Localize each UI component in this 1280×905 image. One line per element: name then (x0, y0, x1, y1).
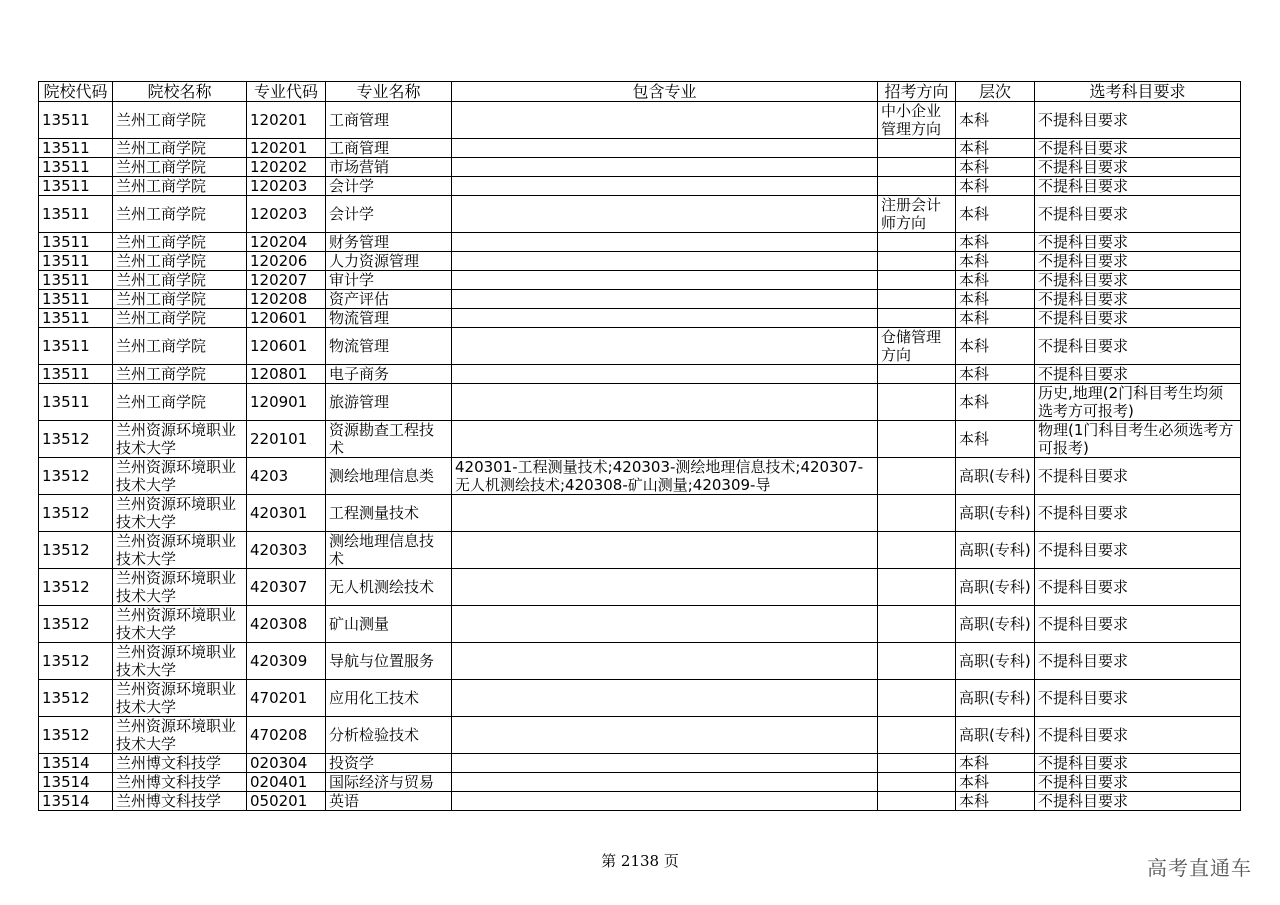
table-row (39, 271, 1241, 290)
school-code-cell: 13511 (39, 252, 113, 271)
school-code-cell: 13512 (39, 569, 113, 606)
school-code-cell: 13511 (39, 158, 113, 177)
direction-cell (878, 569, 956, 606)
included-majors-cell (452, 754, 878, 773)
level-cell: 本科 (956, 384, 1035, 421)
major-code-cell: 120801 (247, 365, 326, 384)
school-name-cell: 兰州工商学院 (113, 384, 247, 421)
major-name-cell: 物流管理 (326, 328, 452, 365)
school-name-cell: 兰州工商学院 (113, 290, 247, 309)
major-code-cell: 020401 (247, 773, 326, 792)
school-name-cell: 兰州工商学院 (113, 233, 247, 252)
included-majors-cell (452, 158, 878, 177)
school-code-cell: 13511 (39, 384, 113, 421)
subject-requirement-cell: 不提科目要求 (1035, 328, 1241, 365)
direction-cell (878, 773, 956, 792)
included-majors-cell: 420301-工程测量技术;420303-测绘地理信息技术;420307-无人机测绘技术;420308-矿山测量;420309-导 (452, 458, 878, 495)
table-row (39, 458, 1241, 495)
major-code-cell: 120901 (247, 384, 326, 421)
table-row (39, 177, 1241, 196)
level-cell: 高职(专科) (956, 495, 1035, 532)
admission-table (38, 81, 1241, 811)
included-majors-cell (452, 421, 878, 458)
subject-requirement-cell: 不提科目要求 (1035, 569, 1241, 606)
level-cell: 本科 (956, 792, 1035, 811)
school-name-cell: 兰州资源环境职业技术大学 (113, 643, 247, 680)
included-majors-cell (452, 271, 878, 290)
school-name-cell: 兰州资源环境职业技术大学 (113, 606, 247, 643)
direction-cell: 中小企业管理方向 (878, 102, 956, 139)
included-majors-cell (452, 252, 878, 271)
school-name-cell: 兰州资源环境职业技术大学 (113, 680, 247, 717)
school-code-cell: 13512 (39, 680, 113, 717)
major-code-cell: 050201 (247, 792, 326, 811)
subject-requirement-cell: 不提科目要求 (1035, 271, 1241, 290)
subject-requirement-cell: 不提科目要求 (1035, 139, 1241, 158)
school-name-cell: 兰州资源环境职业技术大学 (113, 717, 247, 754)
major-code-cell: 120203 (247, 196, 326, 233)
major-name-cell: 财务管理 (326, 233, 452, 252)
level-cell: 高职(专科) (956, 643, 1035, 680)
included-majors-cell (452, 309, 878, 328)
major-name-cell: 人力资源管理 (326, 252, 452, 271)
table-row (39, 139, 1241, 158)
major-code-cell: 4203 (247, 458, 326, 495)
included-majors-cell (452, 532, 878, 569)
table-row (39, 158, 1241, 177)
school-code-cell: 13512 (39, 532, 113, 569)
school-code-cell: 13512 (39, 421, 113, 458)
subject-requirement-cell: 不提科目要求 (1035, 773, 1241, 792)
major-name-cell: 无人机测绘技术 (326, 569, 452, 606)
direction-cell (878, 384, 956, 421)
table-row (39, 680, 1241, 717)
level-cell: 本科 (956, 365, 1035, 384)
major-name-cell: 旅游管理 (326, 384, 452, 421)
major-code-cell: 120201 (247, 139, 326, 158)
school-name-cell: 兰州工商学院 (113, 196, 247, 233)
included-majors-cell (452, 139, 878, 158)
table-row (39, 495, 1241, 532)
school-name-cell: 兰州资源环境职业技术大学 (113, 495, 247, 532)
major-code-cell: 120204 (247, 233, 326, 252)
column-header: 选考科目要求 (1035, 82, 1241, 102)
column-header: 招考方向 (878, 82, 956, 102)
level-cell: 高职(专科) (956, 680, 1035, 717)
level-cell: 本科 (956, 290, 1035, 309)
major-name-cell: 应用化工技术 (326, 680, 452, 717)
major-code-cell: 120206 (247, 252, 326, 271)
table-body (39, 102, 1241, 811)
school-code-cell: 13512 (39, 606, 113, 643)
direction-cell (878, 271, 956, 290)
included-majors-cell (452, 773, 878, 792)
included-majors-cell (452, 233, 878, 252)
table-row (39, 754, 1241, 773)
school-name-cell: 兰州工商学院 (113, 158, 247, 177)
included-majors-cell (452, 102, 878, 139)
school-name-cell: 兰州工商学院 (113, 177, 247, 196)
subject-requirement-cell: 不提科目要求 (1035, 754, 1241, 773)
school-code-cell: 13511 (39, 271, 113, 290)
school-name-cell: 兰州资源环境职业技术大学 (113, 532, 247, 569)
major-name-cell: 市场营销 (326, 158, 452, 177)
major-code-cell: 470208 (247, 717, 326, 754)
major-name-cell: 会计学 (326, 177, 452, 196)
major-name-cell: 工商管理 (326, 102, 452, 139)
school-name-cell: 兰州工商学院 (113, 139, 247, 158)
major-code-cell: 220101 (247, 421, 326, 458)
level-cell: 高职(专科) (956, 458, 1035, 495)
level-cell: 本科 (956, 177, 1035, 196)
direction-cell: 仓储管理方向 (878, 328, 956, 365)
major-name-cell: 测绘地理信息技术 (326, 532, 452, 569)
school-name-cell: 兰州工商学院 (113, 102, 247, 139)
included-majors-cell (452, 384, 878, 421)
major-code-cell: 420303 (247, 532, 326, 569)
subject-requirement-cell: 不提科目要求 (1035, 196, 1241, 233)
table-row (39, 421, 1241, 458)
column-header: 专业名称 (326, 82, 452, 102)
table-row (39, 252, 1241, 271)
subject-requirement-cell: 不提科目要求 (1035, 532, 1241, 569)
major-name-cell: 审计学 (326, 271, 452, 290)
included-majors-cell (452, 328, 878, 365)
direction-cell (878, 532, 956, 569)
table-row (39, 196, 1241, 233)
major-name-cell: 分析检验技术 (326, 717, 452, 754)
direction-cell (878, 139, 956, 158)
included-majors-cell (452, 196, 878, 233)
level-cell: 本科 (956, 309, 1035, 328)
direction-cell (878, 158, 956, 177)
school-code-cell: 13511 (39, 233, 113, 252)
school-code-cell: 13511 (39, 365, 113, 384)
included-majors-cell (452, 680, 878, 717)
school-code-cell: 13514 (39, 773, 113, 792)
direction-cell (878, 290, 956, 309)
subject-requirement-cell: 不提科目要求 (1035, 458, 1241, 495)
major-code-cell: 120203 (247, 177, 326, 196)
school-code-cell: 13512 (39, 458, 113, 495)
major-code-cell: 120201 (247, 102, 326, 139)
included-majors-cell (452, 606, 878, 643)
direction-cell (878, 717, 956, 754)
included-majors-cell (452, 365, 878, 384)
level-cell: 本科 (956, 421, 1035, 458)
subject-requirement-cell: 不提科目要求 (1035, 177, 1241, 196)
level-cell: 高职(专科) (956, 532, 1035, 569)
level-cell: 本科 (956, 271, 1035, 290)
school-name-cell: 兰州博文科技学 (113, 773, 247, 792)
table-row (39, 532, 1241, 569)
major-code-cell: 120207 (247, 271, 326, 290)
major-code-cell: 020304 (247, 754, 326, 773)
major-name-cell: 国际经济与贸易 (326, 773, 452, 792)
school-code-cell: 13514 (39, 792, 113, 811)
level-cell: 本科 (956, 139, 1035, 158)
direction-cell (878, 309, 956, 328)
major-name-cell: 会计学 (326, 196, 452, 233)
subject-requirement-cell: 物理(1门科目考生必须选考方可报考) (1035, 421, 1241, 458)
major-code-cell: 120601 (247, 309, 326, 328)
major-name-cell: 导航与位置服务 (326, 643, 452, 680)
subject-requirement-cell: 历史,地理(2门科目考生均须选考方可报考) (1035, 384, 1241, 421)
watermark-text: 高考直通车 (1147, 856, 1252, 880)
table-row (39, 102, 1241, 139)
major-code-cell: 420301 (247, 495, 326, 532)
school-name-cell: 兰州资源环境职业技术大学 (113, 569, 247, 606)
level-cell: 本科 (956, 328, 1035, 365)
table-row (39, 365, 1241, 384)
school-name-cell: 兰州工商学院 (113, 365, 247, 384)
table-row (39, 290, 1241, 309)
direction-cell (878, 458, 956, 495)
included-majors-cell (452, 717, 878, 754)
school-name-cell: 兰州工商学院 (113, 271, 247, 290)
level-cell: 高职(专科) (956, 569, 1035, 606)
school-name-cell: 兰州工商学院 (113, 252, 247, 271)
subject-requirement-cell: 不提科目要求 (1035, 309, 1241, 328)
level-cell: 本科 (956, 252, 1035, 271)
major-name-cell: 工程测量技术 (326, 495, 452, 532)
subject-requirement-cell: 不提科目要求 (1035, 102, 1241, 139)
major-code-cell: 420309 (247, 643, 326, 680)
direction-cell (878, 754, 956, 773)
school-code-cell: 13512 (39, 643, 113, 680)
included-majors-cell (452, 177, 878, 196)
subject-requirement-cell: 不提科目要求 (1035, 233, 1241, 252)
direction-cell: 注册会计师方向 (878, 196, 956, 233)
level-cell: 高职(专科) (956, 606, 1035, 643)
subject-requirement-cell: 不提科目要求 (1035, 158, 1241, 177)
level-cell: 本科 (956, 233, 1035, 252)
level-cell: 本科 (956, 158, 1035, 177)
school-code-cell: 13512 (39, 717, 113, 754)
level-cell: 本科 (956, 773, 1035, 792)
school-code-cell: 13511 (39, 328, 113, 365)
included-majors-cell (452, 569, 878, 606)
included-majors-cell (452, 495, 878, 532)
level-cell: 本科 (956, 754, 1035, 773)
direction-cell (878, 233, 956, 252)
school-code-cell: 13514 (39, 754, 113, 773)
school-code-cell: 13511 (39, 102, 113, 139)
header-row (39, 82, 1241, 102)
column-header: 专业代码 (247, 82, 326, 102)
school-name-cell: 兰州资源环境职业技术大学 (113, 421, 247, 458)
table-row (39, 643, 1241, 680)
direction-cell (878, 421, 956, 458)
major-name-cell: 资产评估 (326, 290, 452, 309)
column-header: 院校代码 (39, 82, 113, 102)
major-name-cell: 物流管理 (326, 309, 452, 328)
table-row (39, 328, 1241, 365)
direction-cell (878, 680, 956, 717)
subject-requirement-cell: 不提科目要求 (1035, 365, 1241, 384)
major-name-cell: 投资学 (326, 754, 452, 773)
direction-cell (878, 606, 956, 643)
direction-cell (878, 252, 956, 271)
school-code-cell: 13511 (39, 177, 113, 196)
subject-requirement-cell: 不提科目要求 (1035, 290, 1241, 309)
school-code-cell: 13511 (39, 290, 113, 309)
major-code-cell: 120202 (247, 158, 326, 177)
included-majors-cell (452, 290, 878, 309)
column-header: 层次 (956, 82, 1035, 102)
table-row (39, 717, 1241, 754)
table-row (39, 309, 1241, 328)
school-name-cell: 兰州工商学院 (113, 309, 247, 328)
direction-cell (878, 365, 956, 384)
level-cell: 本科 (956, 196, 1035, 233)
major-name-cell: 资源勘查工程技术 (326, 421, 452, 458)
subject-requirement-cell: 不提科目要求 (1035, 495, 1241, 532)
subject-requirement-cell: 不提科目要求 (1035, 643, 1241, 680)
major-code-cell: 120208 (247, 290, 326, 309)
major-name-cell: 工商管理 (326, 139, 452, 158)
school-name-cell: 兰州博文科技学 (113, 792, 247, 811)
school-code-cell: 13512 (39, 495, 113, 532)
table-row (39, 606, 1241, 643)
school-code-cell: 13511 (39, 139, 113, 158)
major-code-cell: 420308 (247, 606, 326, 643)
major-name-cell: 电子商务 (326, 365, 452, 384)
table-row (39, 773, 1241, 792)
included-majors-cell (452, 643, 878, 680)
table-row (39, 792, 1241, 811)
school-code-cell: 13511 (39, 196, 113, 233)
school-name-cell: 兰州资源环境职业技术大学 (113, 458, 247, 495)
subject-requirement-cell: 不提科目要求 (1035, 252, 1241, 271)
subject-requirement-cell: 不提科目要求 (1035, 792, 1241, 811)
direction-cell (878, 792, 956, 811)
major-name-cell: 测绘地理信息类 (326, 458, 452, 495)
table-row (39, 384, 1241, 421)
subject-requirement-cell: 不提科目要求 (1035, 717, 1241, 754)
school-name-cell: 兰州博文科技学 (113, 754, 247, 773)
direction-cell (878, 643, 956, 680)
school-code-cell: 13511 (39, 309, 113, 328)
level-cell: 本科 (956, 102, 1035, 139)
major-code-cell: 420307 (247, 569, 326, 606)
major-code-cell: 120601 (247, 328, 326, 365)
subject-requirement-cell: 不提科目要求 (1035, 680, 1241, 717)
direction-cell (878, 495, 956, 532)
level-cell: 高职(专科) (956, 717, 1035, 754)
included-majors-cell (452, 792, 878, 811)
subject-requirement-cell: 不提科目要求 (1035, 606, 1241, 643)
table-row (39, 569, 1241, 606)
major-name-cell: 矿山测量 (326, 606, 452, 643)
direction-cell (878, 177, 956, 196)
column-header: 院校名称 (113, 82, 247, 102)
column-header: 包含专业 (452, 82, 878, 102)
major-name-cell: 英语 (326, 792, 452, 811)
school-name-cell: 兰州工商学院 (113, 328, 247, 365)
page-number: 第 2138 页 (601, 852, 679, 870)
table-row (39, 233, 1241, 252)
major-code-cell: 470201 (247, 680, 326, 717)
